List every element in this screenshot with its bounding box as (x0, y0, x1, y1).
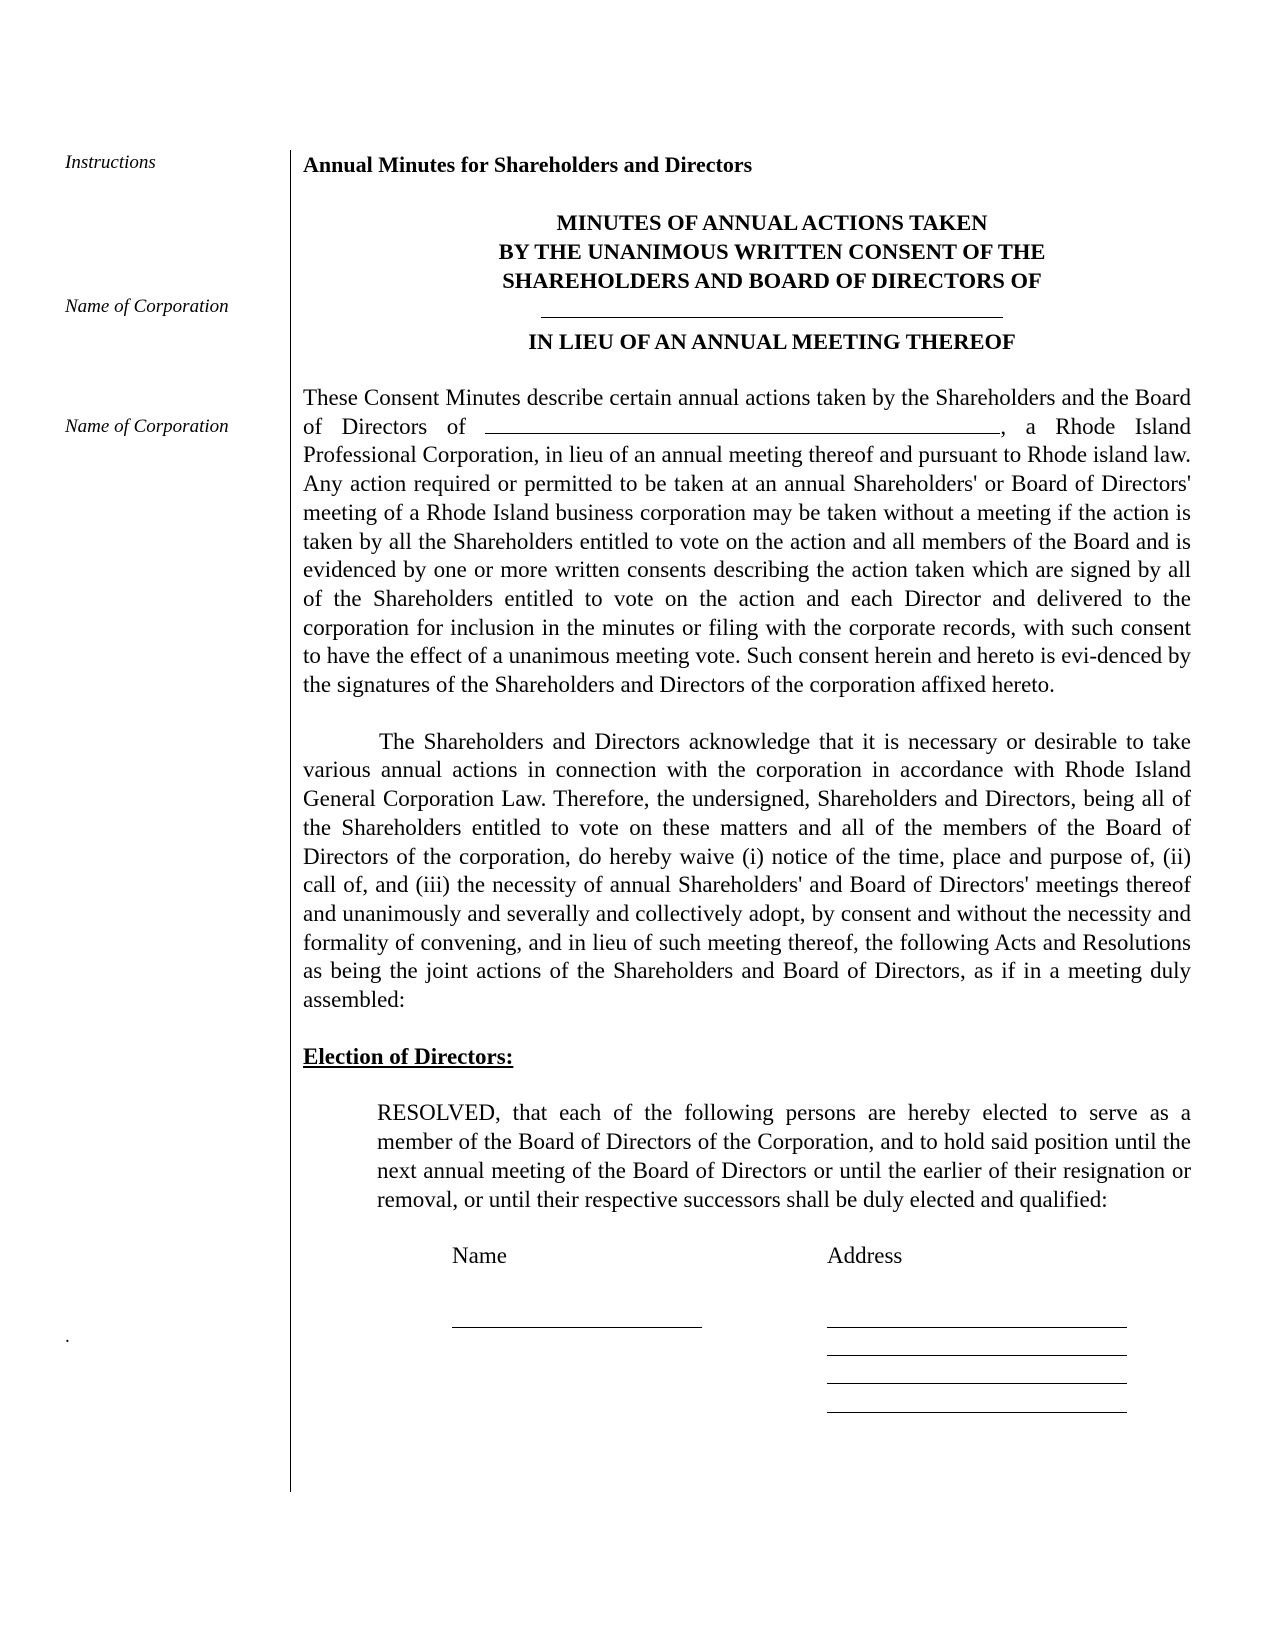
document-heading (303, 208, 1191, 356)
heading-line: SHAREHOLDERS AND BOARD OF DIRECTORS OF (502, 268, 1042, 293)
address-label: Address (827, 1243, 903, 1269)
sidebar-name-of-corporation: Name of Corporation (65, 416, 229, 437)
name-label: Name (452, 1243, 507, 1269)
document-title: Annual Minutes for Shareholders and Directors (303, 152, 753, 177)
margin-divider (290, 150, 291, 1492)
election-heading: Election of Directors: (303, 1043, 514, 1069)
paragraph-text: , a Rhode Island Professional Corporation, in lieu of an annual meeting thereof and pursuant to Rhode island law. Any action required or permitted to be taken at an annual Shareholders' or Board of Directors' meeting of a Rhode Island business corporation may be taken without a meeting if the action is taken by all the Shareholders entitled to vote on the action and all members of the Board and is evidenced by one or more written consents describing the action taken which are signed by all of the Shareholders entitled to vote on the action and each Director and delivered to the corporation for inclusion in the minutes or filing with the corporate records, with such consent to have the effect of a unanimous meeting vote. Such consent herein and hereto is evi-denced by the signatures of the Shareholders and Directors of the corporation affixed hereto. (303, 413, 1191, 698)
address-blank[interactable] (827, 1355, 1127, 1356)
sidebar-name-of-corporation: Name of Corporation (65, 296, 229, 317)
corporation-name-blank[interactable] (485, 415, 1000, 434)
paragraph-consent (303, 384, 1191, 700)
resolution-text: RESOLVED, that each of the following persons are hereby elected to serve as a member of the Board of Directors of the Corporation, and to hold said position until the next annual meeting of the Board of Directors or until the earlier of their resignation or removal, or until their respective successors shall be duly elected and qualified: (377, 1100, 1191, 1212)
name-blank[interactable] (452, 1327, 702, 1328)
sidebar-instructions: Instructions (65, 152, 156, 173)
heading-line: IN LIEU OF AN ANNUAL MEETING THEREOF (528, 329, 1016, 354)
paragraph-acknowledge (303, 728, 1191, 1015)
paragraph-text: These Consent Minutes describe certain annual actions taken by the Shareholders and the Board of Directors of (303, 385, 1191, 439)
heading-line: MINUTES OF ANNUAL ACTIONS TAKEN (556, 210, 988, 235)
address-blank[interactable] (827, 1383, 1127, 1384)
paragraph-text: The Shareholders and Directors acknowledge that it is necessary or desirable to take various annual actions in connection with the corporation in accordance with Rhode Island General Corporation Law. Therefore, the undersigned, Shareholders and Directors, being all of the Shareholders entitled to vote on these matters and all of the members of the Board of Directors of the corporation, do hereby waive (i) notice of the time, place and purpose of, (ii) call of, and (iii) the necessity of annual Shareholders' and Board of Directors' meetings thereof and unanimously and severally and collectively adopt, by consent and without the necessity and formality of convening, and in lieu of such meeting thereof, the following Acts and Resolutions as being the joint actions of the Shareholders and Board of Directors, as if in a meeting duly assembled: (303, 728, 1191, 1013)
director-signature-block (303, 1242, 1191, 1422)
document-body (303, 152, 1191, 1422)
address-blank[interactable] (827, 1327, 1127, 1328)
address-blank[interactable] (827, 1412, 1127, 1413)
corporation-name-blank[interactable] (541, 295, 1003, 318)
sidebar-dot: . (65, 1326, 70, 1347)
heading-line: BY THE UNANIMOUS WRITTEN CONSENT OF THE (498, 239, 1046, 264)
